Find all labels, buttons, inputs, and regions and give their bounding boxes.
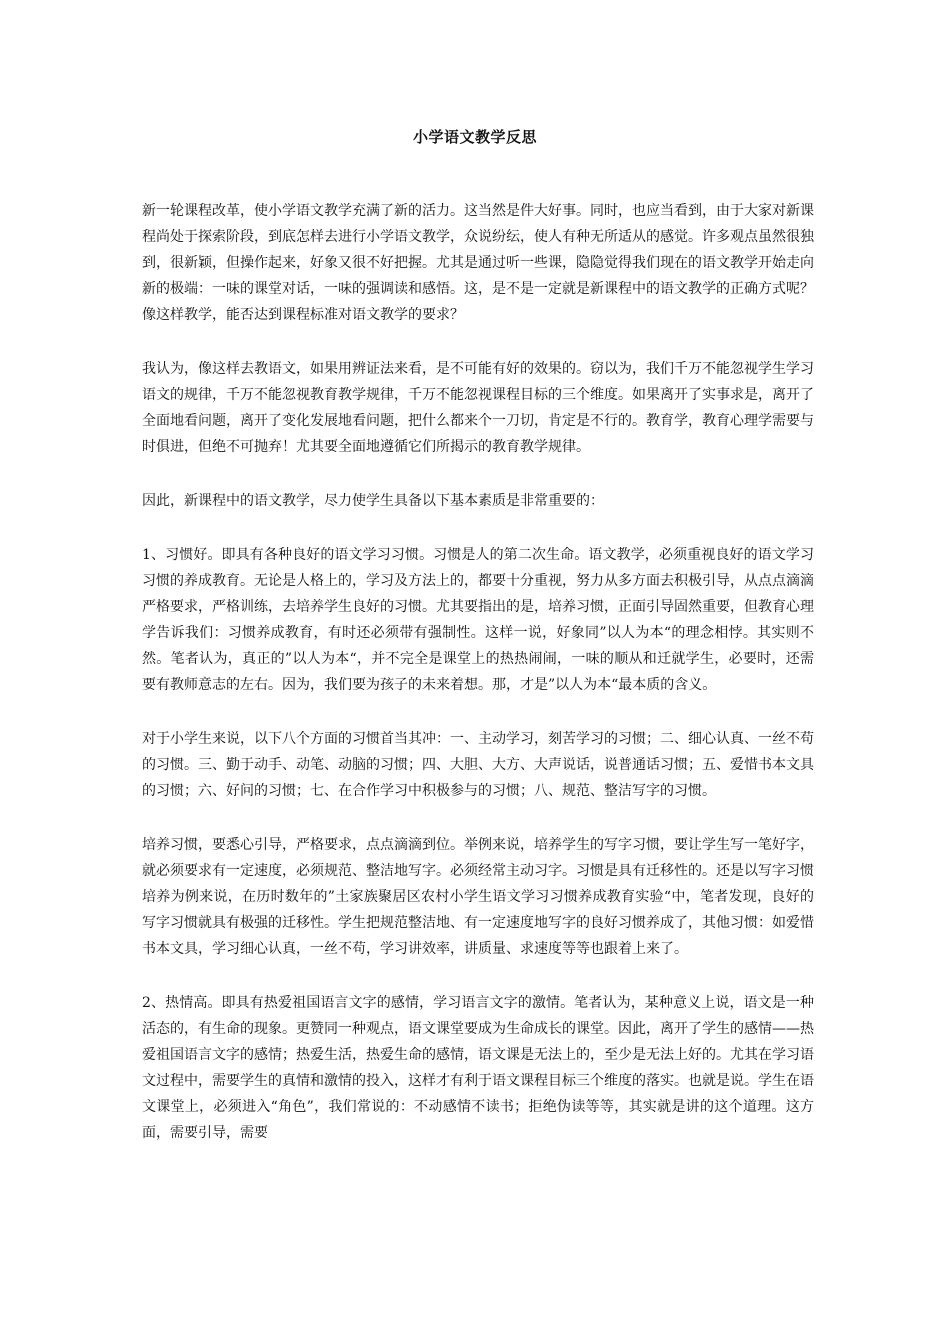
document-title: 小学语文教学反思	[412, 128, 537, 146]
paragraph: 1、习惯好。即具有各种良好的语文学习习惯。习惯是人的第二次生命。语文教学，必须重视良好的语文学习习惯的养成教育。无论是人格上的，学习及方法上的，都要十分重视，努力从多方面去积极引导，从点点滴滴严格要求，严格训练，去培养学生良好的习惯。尤其要指出的是，培养习惯，正面引导固然重要，但教育心理学告诉我们：习惯养成教育，有时还必须带有强制性。这样一说，好象同”以人为本“的理念相悖。其实则不然。笔者认为，真正的”以人为本“，并不完全是课堂上的热热闹闹，一味的顺从和迁就学生，必要时，还需要有教师意志的左右。因为，我们要为孩子的未来着想。那，才是”以人为本“最本质的含义。	[142, 547, 814, 693]
paragraph: 我认为，像这样去教语文，如果用辨证法来看，是不可能有好的效果的。窃以为，我们千万不能忽视学生学习语文的规律，千万不能忽视教育教学规律，千万不能忽视课程目标的三个维度。如果离开了实事求是，离开了全面地看问题，离开了变化发展地看问题，把什么都来个一刀切，肯定是不行的。教育学，教育心理学需要与时俱进，但绝不可抛弃！尤其要全面地遵循它们所揭示的教育教学规律。	[142, 361, 814, 455]
paragraph: 新一轮课程改革，使小学语文教学充满了新的活力。这当然是件大好事。同时，也应当看到，由于大家对新课程尚处于探索阶段，到底怎样去进行小学语文教学，众说纷纭，使人有种无所适从的感觉。许多观点虽然很独到，很新颖，但操作起来，好象又很不好把握。尤其是通过听一些课，隐隐觉得我们现在的语文教学开始走向新的极端：一味的课堂对话，一味的强调读和感悟。这，是不是一定就是新课程中的语文教学的正确方式呢？像这样教学，能否达到课程标准对语文教学的要求？	[142, 203, 814, 323]
paragraph: 对于小学生来说，以下八个方面的习惯首当其冲：一、主动学习，刻苦学习的习惯；二、细心认真、一丝不苟的习惯。三、勤于动手、动笔、动脑的习惯；四、大胆、大方、大声说话，说普通话习惯；五、爱惜书本文具的习惯；六、好问的习惯；七、在合作学习中积极参与的习惯；八、规范、整洁写字的习惯。	[142, 731, 814, 799]
paragraph: 培养习惯，要悉心引导，严格要求，点点滴滴到位。举例来说，培养学生的写字习惯，要让学生写一笔好字，就必须要求有一定速度，必须规范、整洁地写字。必须经常主动习字。习惯是具有迁移性的。还是以写字习惯培养为例来说，在历时数年的”土家族聚居区农村小学生语文学习习惯养成教育实验“中，笔者发现，良好的写字习惯就具有极强的迁移性。学生把规范整洁地、有一定速度地写字的良好习惯养成了，其他习惯：如爱惜书本文具，学习细心认真，一丝不苟，学习讲效率，讲质量、求速度等等也跟着上来了。	[142, 837, 814, 957]
paragraph: 2、热情高。即具有热爱祖国语言文字的感情，学习语言文字的激情。笔者认为，某种意义上说，语文是一种活态的，有生命的现象。更赞同一种观点，语文课堂要成为生命成长的课堂。因此，离开了学生的感情——热爱祖国语言文字的感情；热爱生活，热爱生命的感情，语文课是无法上的，至少是无法上好的。尤其在学习语文过程中，需要学生的真情和激情的投入，这样才有利于语文课程目标三个维度的落实。也就是说。学生在语文课堂上，必须进入“角色”，我们常说的：不动感情不读书；拒绝伪读等等，其实就是讲的这个道理。这方面，需要引导，需要	[142, 995, 814, 1141]
document-body	[142, 198, 814, 1174]
paragraph: 因此，新课程中的语文教学，尽力使学生具备以下基本素质是非常重要的：	[142, 493, 604, 509]
